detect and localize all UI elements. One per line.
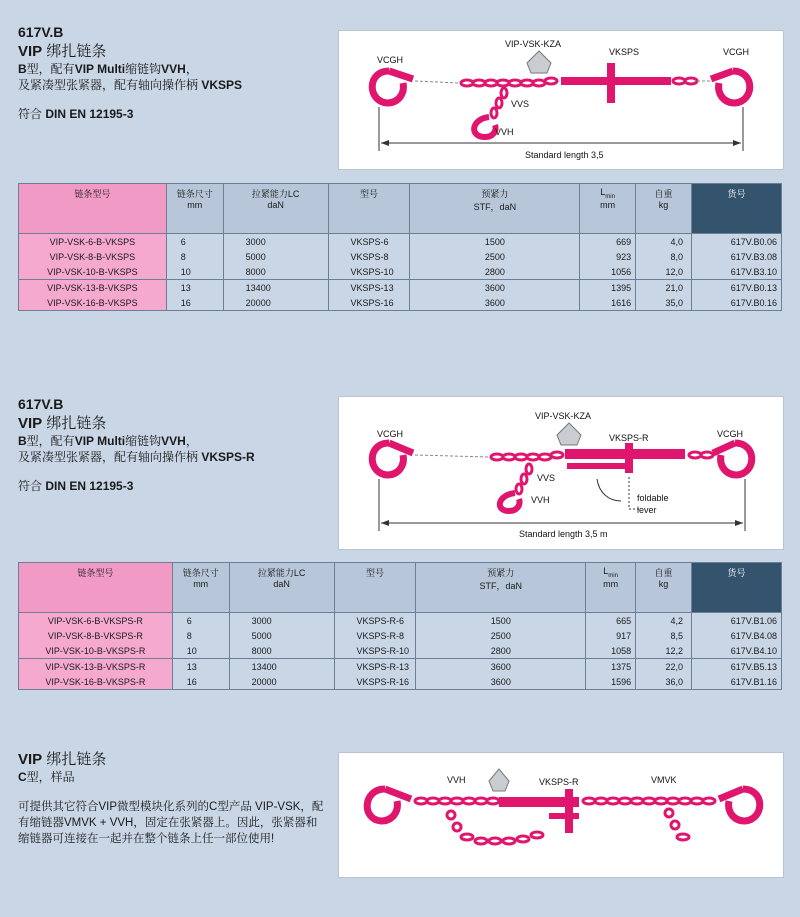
- table-cell: VKSPS-8: [328, 249, 410, 264]
- desc-line-2: 及紧凑型张紧器，配有轴向操作柄 VKSPS-R: [18, 450, 255, 464]
- table-cell: 8000: [223, 264, 328, 280]
- table-cell: 617V.B0.13: [692, 280, 782, 296]
- table-cell: 4,0: [636, 234, 692, 250]
- table-cell: 16: [172, 674, 229, 690]
- dim-arrow-left-icon: [381, 520, 389, 526]
- table-cell: 21,0: [636, 280, 692, 296]
- label-kza: VIP-VSK-KZA: [505, 39, 562, 49]
- col-header-article: 货号: [692, 184, 782, 234]
- table-cell: 20000: [223, 295, 328, 311]
- table-cell: 917: [586, 628, 636, 643]
- table-row: [19, 234, 782, 250]
- table-cell: 1375: [586, 659, 636, 675]
- table-cell: 617V.B4.10: [692, 643, 782, 659]
- product-title: VIP 绑扎链条: [18, 751, 107, 768]
- label-vvh: VVH: [531, 495, 550, 505]
- right-hook-shank-icon: [719, 789, 743, 799]
- section3-heading: [18, 748, 323, 847]
- table-cell: 12,0: [636, 264, 692, 280]
- table-header-row: [19, 563, 782, 613]
- table-cell: VIP-VSK-10-B-VKSPS: [19, 264, 167, 280]
- table-cell: 1058: [586, 643, 636, 659]
- dim-arrow-right-icon: [735, 520, 743, 526]
- col-header-lmin: $L_{min}$ mm: [586, 563, 636, 613]
- table-cell: VIP-VSK-6-B-VKSPS-R: [19, 613, 173, 629]
- vvh-hook-icon: [500, 493, 520, 511]
- table-cell: 13400: [223, 280, 328, 296]
- desc-line-2: 及紧凑型张紧器，配有轴向操作柄 VKSPS: [18, 78, 243, 92]
- table-cell: 617V.B0.16: [692, 295, 782, 311]
- col-header-article: 货号: [692, 563, 782, 613]
- table-cell: 8,0: [636, 249, 692, 264]
- col-header-weight: 自重 kg: [636, 184, 692, 234]
- left-hook-shank-icon: [389, 443, 413, 453]
- chain-links-hanging: [491, 88, 507, 118]
- right-hook-shank-icon: [711, 71, 733, 79]
- table-row: [19, 295, 782, 311]
- table-cell: 1500: [416, 613, 586, 629]
- chain-links-top: [415, 798, 499, 804]
- left-hook-shank-icon: [389, 71, 413, 79]
- table-cell: 617V.B1.16: [692, 674, 782, 690]
- chain-links-loop: [447, 811, 543, 844]
- lashing-chain-diagram: [339, 31, 783, 169]
- table-cell: 35,0: [636, 295, 692, 311]
- product-code: 617V.B: [18, 24, 64, 40]
- description-paragraph: 可提供其它符合VIP微型模块化系列的C型产品 VIP-VSK，配 有缩链器VMVK + VVH，固定在张紧器上。因此，张紧器和 缩链器可连接在一起并在整个链条上任一部位使用!: [18, 801, 324, 845]
- table-cell: 3600: [410, 280, 580, 296]
- kza-plate-icon: [527, 51, 551, 73]
- label-vvh: VVH: [447, 775, 466, 785]
- table-cell: 669: [580, 234, 636, 250]
- table-row: [19, 264, 782, 280]
- table-cell: VIP-VSK-16-B-VKSPS: [19, 295, 167, 311]
- table-cell: VIP-VSK-10-B-VKSPS-R: [19, 643, 173, 659]
- table-cell: 6: [172, 613, 229, 629]
- label-standard-length: Standard length 3,5: [525, 150, 604, 160]
- table-row: [19, 613, 782, 629]
- table-cell: VKSPS-R-16: [334, 674, 416, 690]
- spec-table-2: [18, 562, 782, 690]
- label-vmvk: VMVK: [651, 775, 677, 785]
- label-vksps: VKSPS: [609, 47, 640, 57]
- table-cell: 10: [166, 264, 223, 280]
- table-cell: 2800: [410, 264, 580, 280]
- table-row: [19, 280, 782, 296]
- table-cell: 3000: [223, 234, 328, 250]
- table-cell: VKSPS-10: [328, 264, 410, 280]
- table-cell: 1395: [580, 280, 636, 296]
- desc-line-1: B型，配有VIP Multi缩链钩VVH，: [18, 434, 198, 448]
- table-cell: VKSPS-16: [328, 295, 410, 311]
- label-lever: lever: [637, 505, 657, 515]
- left-hook-shank-icon: [385, 789, 411, 799]
- table-cell: 3000: [229, 613, 334, 629]
- table-cell: 617V.B3.10: [692, 264, 782, 280]
- label-vcgh-left: VCGH: [377, 429, 404, 439]
- table-row: [19, 249, 782, 264]
- section1-heading: [18, 24, 242, 122]
- kza-plate-icon: [489, 769, 509, 791]
- table-cell: VIP-VSK-13-B-VKSPS: [19, 280, 167, 296]
- tensioner-body-icon: [561, 77, 671, 85]
- label-vksps: VKSPS-R: [539, 777, 579, 787]
- table-cell: 8: [166, 249, 223, 264]
- table-cell: 36,0: [636, 674, 692, 690]
- col-header-model: 链条型号: [19, 184, 167, 234]
- table-header-row: [19, 184, 782, 234]
- table-cell: 22,0: [636, 659, 692, 675]
- table-row: [19, 643, 782, 659]
- table-cell: 617V.B4.08: [692, 628, 782, 643]
- table-cell: VKSPS-6: [328, 234, 410, 250]
- vvh-hook-icon: [474, 117, 495, 137]
- table-cell: 2500: [416, 628, 586, 643]
- col-header-lmin: $L_{min}$ mm: [580, 184, 636, 234]
- chain-links-right: [673, 78, 697, 84]
- table-cell: 2800: [416, 643, 586, 659]
- chain-links-right: [689, 452, 713, 458]
- table-cell: 6: [166, 234, 223, 250]
- diagram-panel-1: [338, 30, 784, 170]
- kza-plate-icon: [557, 423, 581, 445]
- desc-line-1: B型，配有VIP Multi缩链钩VVH，: [18, 62, 198, 76]
- table-row: [19, 628, 782, 643]
- table-cell: VKSPS-R-6: [334, 613, 416, 629]
- table-cell: 3600: [416, 674, 586, 690]
- table-cell: VKSPS-R-13: [334, 659, 416, 675]
- label-kza: VIP-VSK-KZA: [535, 411, 592, 421]
- table-cell: 10: [172, 643, 229, 659]
- table-cell: VIP-VSK-8-B-VKSPS: [19, 249, 167, 264]
- table-cell: 3600: [416, 659, 586, 675]
- table-cell: 1616: [580, 295, 636, 311]
- tensioner-lever-icon: [567, 463, 627, 469]
- label-vvh: VVH: [495, 127, 514, 137]
- label-vvs: VVS: [511, 99, 530, 109]
- table-cell: VIP-VSK-6-B-VKSPS: [19, 234, 167, 250]
- table-cell: 1596: [586, 674, 636, 690]
- label-standard-length: Standard length 3,5 m: [519, 529, 608, 539]
- tensioner-handle-icon: [607, 63, 615, 103]
- product-code: 617V.B: [18, 396, 64, 412]
- tensioner-handle-icon: [625, 443, 633, 473]
- desc-line-1: C型，样品: [18, 770, 75, 784]
- tensioner-handle-icon: [565, 789, 573, 833]
- table-cell: VIP-VSK-16-B-VKSPS-R: [19, 674, 173, 690]
- col-header-size: 链条尺寸 mm: [172, 563, 229, 613]
- dim-arrow-left-icon: [381, 140, 389, 146]
- chain-links-hanging: [516, 464, 532, 494]
- table-cell: 3600: [410, 295, 580, 311]
- table-cell: 8,5: [636, 628, 692, 643]
- table-cell: 923: [580, 249, 636, 264]
- table-cell: 8000: [229, 643, 334, 659]
- table-cell: 4,2: [636, 613, 692, 629]
- label-vcgh-right: VCGH: [717, 429, 744, 439]
- table-cell: VKSPS-R-8: [334, 628, 416, 643]
- col-header-stf: 预紧力 STF，daN: [410, 184, 580, 234]
- table-cell: 5000: [223, 249, 328, 264]
- table-cell: 617V.B5.13: [692, 659, 782, 675]
- section2-heading: [18, 396, 255, 494]
- table-cell: 1500: [410, 234, 580, 250]
- chain-links-right: [583, 798, 715, 840]
- table-cell: 617V.B1.06: [692, 613, 782, 629]
- col-header-model: 链条型号: [19, 563, 173, 613]
- table-row: [19, 674, 782, 690]
- table-cell: 665: [586, 613, 636, 629]
- chain-links-left: [461, 78, 557, 86]
- label-vcgh-left: VCGH: [377, 55, 404, 65]
- lashing-chain-diagram-r: [339, 397, 783, 549]
- dim-arrow-right-icon: [733, 140, 741, 146]
- table-cell: 617V.B3.08: [692, 249, 782, 264]
- col-header-type: 型号: [328, 184, 410, 234]
- product-title: VIP 绑扎链条: [18, 43, 107, 60]
- spec-table-1: [18, 183, 782, 311]
- fold-arrow-icon: [597, 479, 621, 501]
- tensioner-lever-icon: [549, 813, 579, 819]
- table-cell: 13: [172, 659, 229, 675]
- table-cell: 20000: [229, 674, 334, 690]
- col-header-weight: 自重 kg: [636, 563, 692, 613]
- table-cell: 2500: [410, 249, 580, 264]
- table-cell: VKSPS-R-10: [334, 643, 416, 659]
- diagram-panel-2: [338, 396, 784, 550]
- col-header-lc: 拉紧能力LC daN: [223, 184, 328, 234]
- chain-dashes-left: [415, 81, 459, 83]
- col-header-stf: 预紧力 STF，daN: [416, 563, 586, 613]
- table-cell: 12,2: [636, 643, 692, 659]
- table-cell: VKSPS-13: [328, 280, 410, 296]
- product-title: VIP 绑扎链条: [18, 415, 107, 432]
- chain-links-left: [491, 452, 563, 460]
- label-foldable: foldable: [637, 493, 669, 503]
- table-cell: 13: [166, 280, 223, 296]
- standard-note: 符合 DIN EN 12195-3: [18, 479, 134, 493]
- label-vksps: VKSPS-R: [609, 433, 649, 443]
- table-cell: 1056: [580, 264, 636, 280]
- table-cell: VIP-VSK-8-B-VKSPS-R: [19, 628, 173, 643]
- label-vcgh-right: VCGH: [723, 47, 750, 57]
- chain-dashes-left: [415, 455, 489, 457]
- col-header-lc: 拉紧能力LC daN: [229, 563, 334, 613]
- table-cell: VIP-VSK-13-B-VKSPS-R: [19, 659, 173, 675]
- label-vvs: VVS: [537, 473, 556, 483]
- col-header-size: 链条尺寸 mm: [166, 184, 223, 234]
- c-type-chain-diagram: [339, 753, 783, 877]
- diagram-panel-3: [338, 752, 784, 878]
- table-cell: 8: [172, 628, 229, 643]
- standard-note: 符合 DIN EN 12195-3: [18, 107, 134, 121]
- table-row: [19, 659, 782, 675]
- table-cell: 16: [166, 295, 223, 311]
- table-cell: 617V.B0.06: [692, 234, 782, 250]
- table-cell: 5000: [229, 628, 334, 643]
- col-header-type: 型号: [334, 563, 416, 613]
- right-hook-shank-icon: [713, 443, 735, 453]
- table-cell: 13400: [229, 659, 334, 675]
